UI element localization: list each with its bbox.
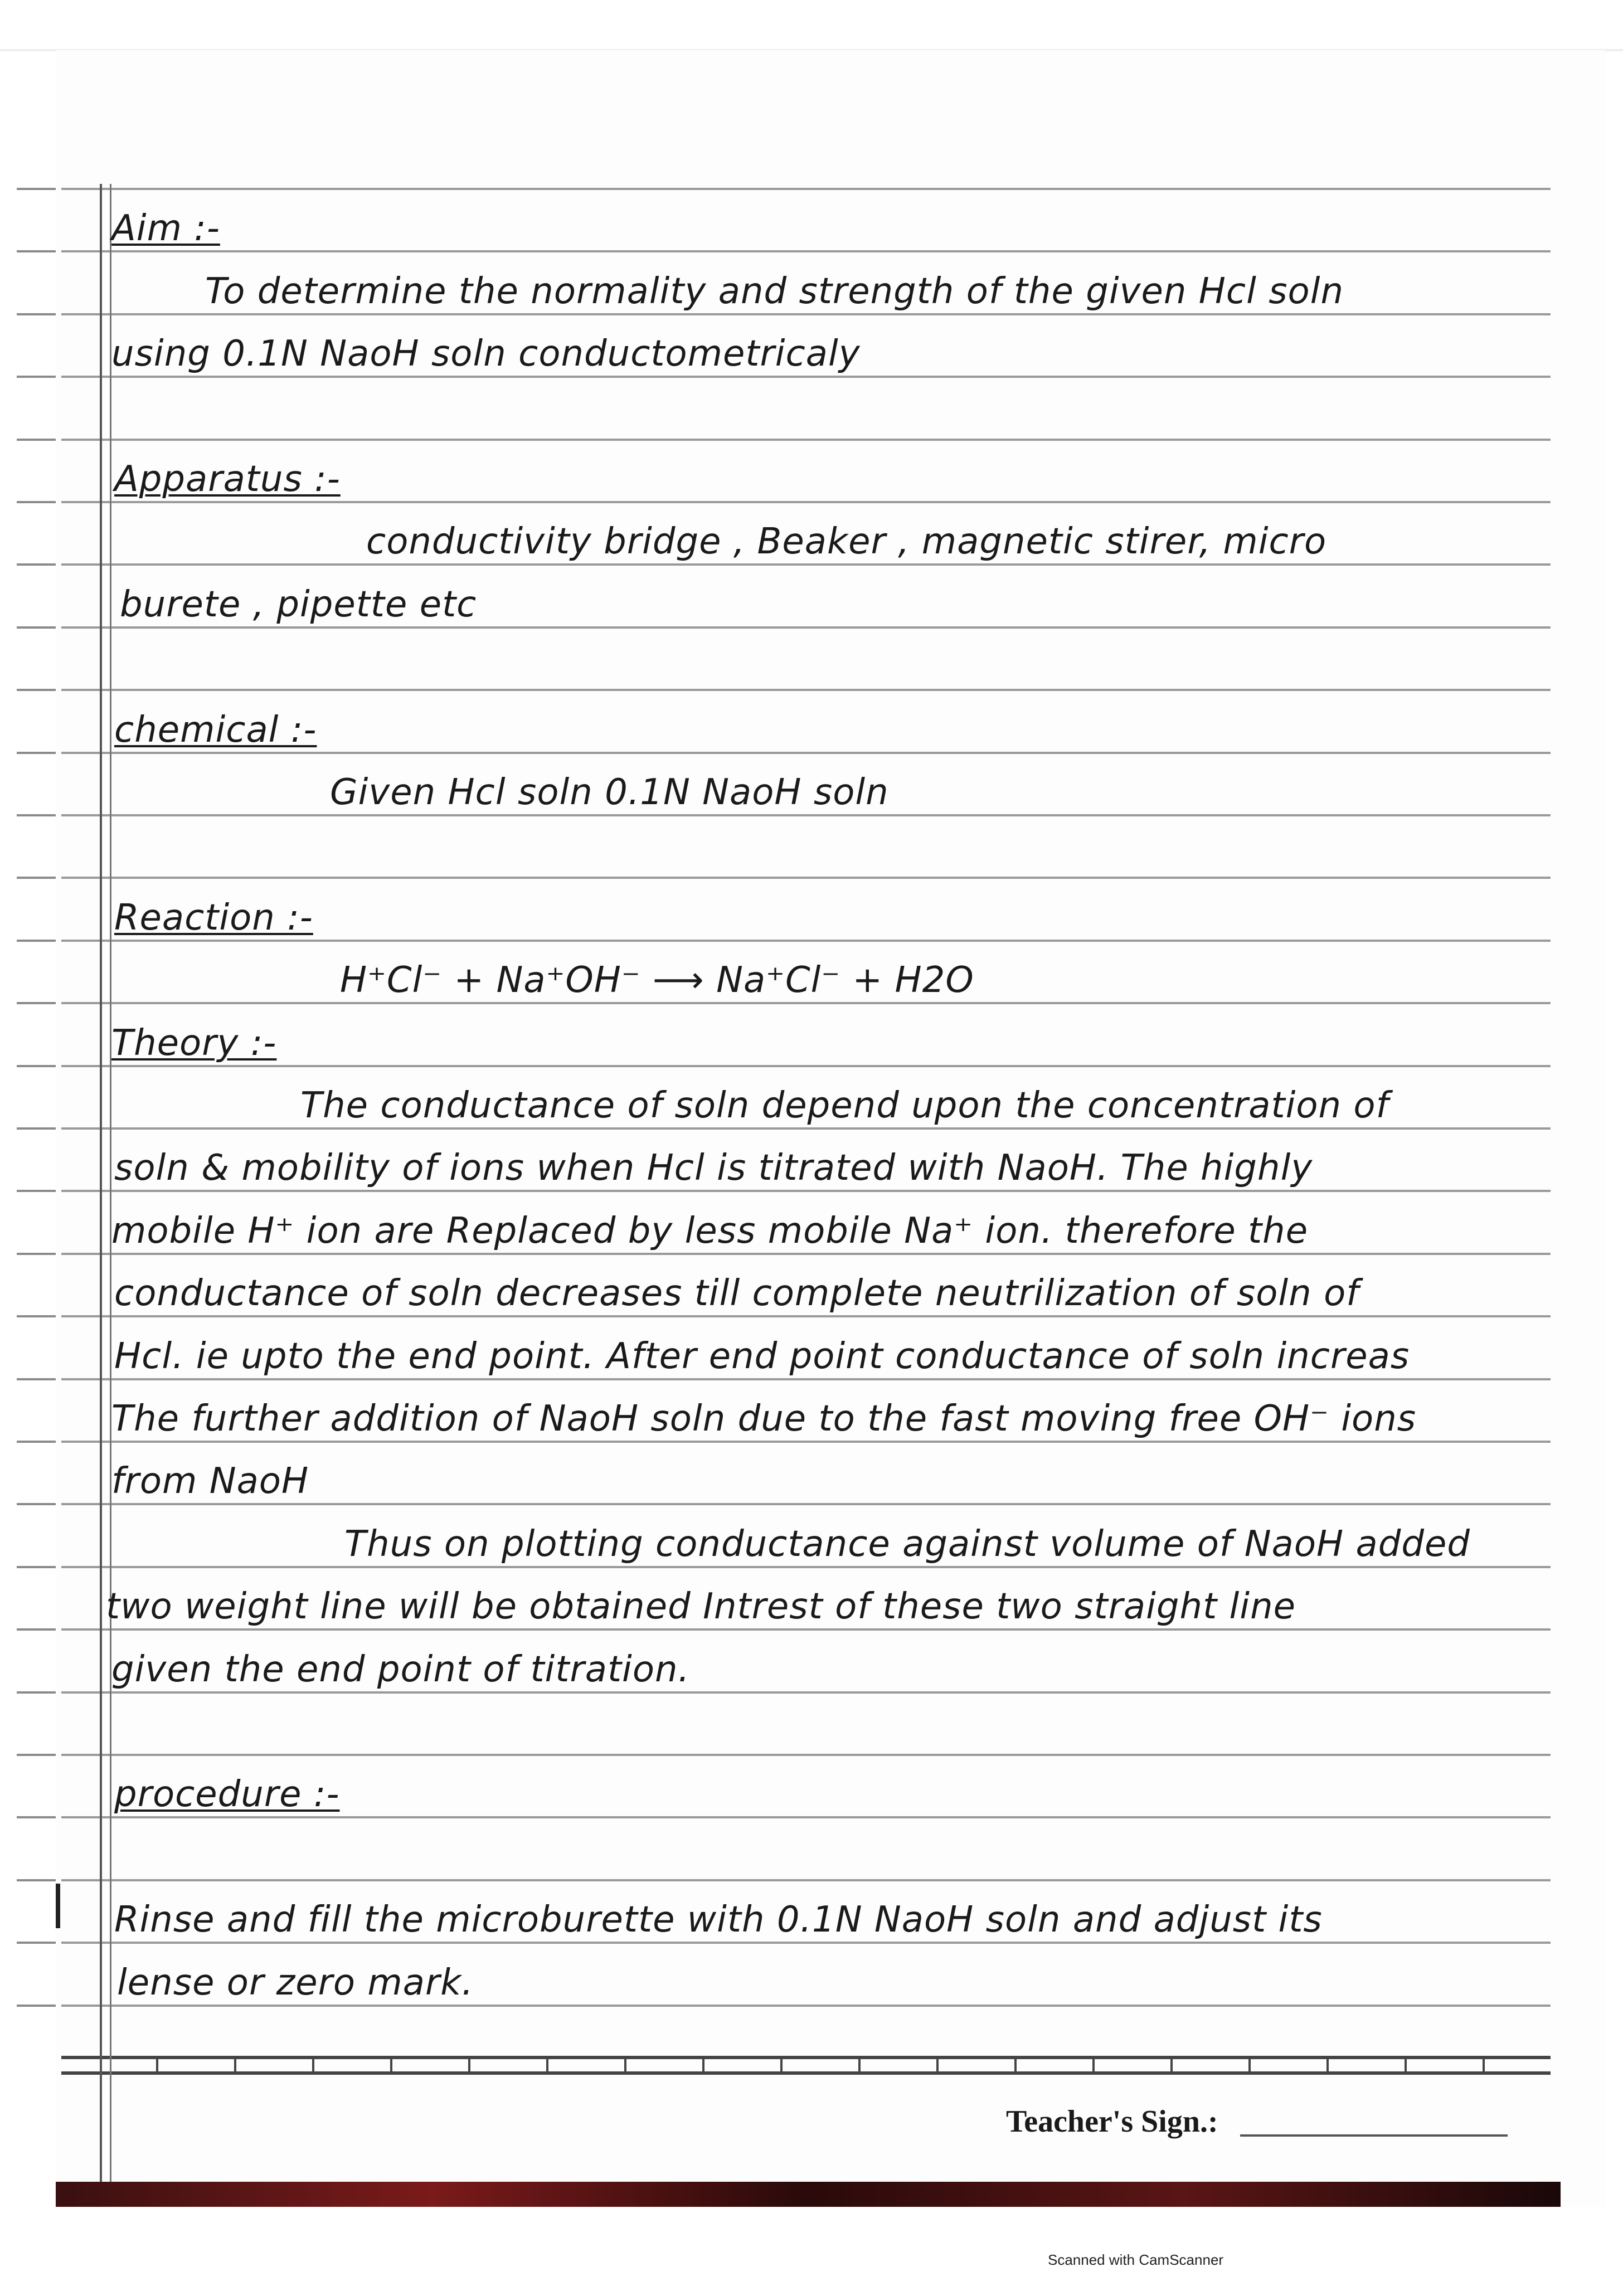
margin-line <box>110 184 111 2190</box>
rule-tick <box>1483 2056 1485 2075</box>
apparatus-text: burete , pipette etc <box>120 583 477 625</box>
ruled-line <box>61 1879 1551 1881</box>
rule-tick <box>780 2056 783 2075</box>
theory-text: Thus on plotting conductance against volume of NaoH added <box>344 1523 1470 1565</box>
theory-text: The conductance of soln depend upon the concentration of <box>300 1085 1389 1126</box>
rule-tick <box>936 2056 939 2075</box>
ruled-line <box>61 1754 1551 1756</box>
chemical-text: Given Hcl soln 0.1N NaoH soln <box>330 772 889 813</box>
theory-text: The further addition of NaoH soln due to the fast moving free OH⁻ ions <box>111 1398 1417 1439</box>
margin-tick <box>17 1503 56 1505</box>
margin-tick <box>17 1002 56 1004</box>
margin-tick <box>17 1253 56 1255</box>
rule-tick <box>1170 2056 1173 2075</box>
procedure-text: lense or zero mark. <box>117 1962 474 2003</box>
rule-tick <box>624 2056 626 2075</box>
margin-tick <box>17 626 56 629</box>
ruled-line <box>61 689 1551 691</box>
aim-text: To determine the normality and strength of the given Hcl soln <box>205 270 1344 312</box>
rule-tick <box>1092 2056 1095 2075</box>
margin-tick <box>17 501 56 503</box>
margin-tick <box>17 313 56 315</box>
margin-tick <box>17 752 56 754</box>
rule-tick <box>858 2056 861 2075</box>
signature-line <box>1240 2134 1508 2137</box>
margin-tick <box>17 1378 56 1380</box>
teacher-sign-label: Teacher's Sign.: <box>1006 2104 1218 2139</box>
theory-heading: Theory :- <box>111 1022 277 1064</box>
chemical-heading: chemical :- <box>114 709 317 751</box>
rule-tick <box>1014 2056 1017 2075</box>
margin-tick <box>17 1942 56 1944</box>
margin-tick <box>17 1065 56 1067</box>
theory-text: Hcl. ie upto the end point. After end point conductance of soln increas <box>114 1335 1410 1377</box>
margin-tick <box>17 1566 56 1568</box>
margin-tick <box>17 877 56 879</box>
margin-tick <box>17 1190 56 1192</box>
rule-tick <box>234 2056 236 2075</box>
rule-tick <box>468 2056 470 2075</box>
ruled-line <box>61 250 1551 252</box>
aim-heading: Aim :- <box>111 208 220 250</box>
reaction-heading: Reaction :- <box>114 897 313 938</box>
margin-tick <box>17 250 56 252</box>
margin-tick <box>17 1127 56 1130</box>
rule-tick <box>702 2056 704 2075</box>
margin-tick <box>17 439 56 441</box>
margin-tick <box>17 1315 56 1317</box>
page-bottom-edge <box>56 2182 1561 2207</box>
theory-text: soln & mobility of ions when Hcl is titrated with NaoH. The highly <box>114 1147 1313 1189</box>
theory-text: two weight line will be obtained Intrest of these two straight line <box>106 1586 1296 1628</box>
margin-line <box>100 184 102 2190</box>
aim-text: using 0.1N NaoH soln conductometricaly <box>111 333 861 375</box>
rule-tick <box>390 2056 392 2075</box>
theory-text: conductance of soln decreases till complete neutrilization of soln of <box>114 1273 1359 1315</box>
ruled-line <box>61 188 1551 190</box>
reaction-equation: H⁺Cl⁻ + Na⁺OH⁻ ⟶ Na⁺Cl⁻ + H2O <box>340 960 974 1001</box>
apparatus-text: conductivity bridge , Beaker , magnetic stirer, micro <box>366 521 1327 563</box>
margin-tick <box>17 1691 56 1694</box>
pen-mark <box>56 1884 60 1928</box>
ruled-line <box>61 439 1551 441</box>
rule-tick <box>1405 2056 1407 2075</box>
rule-tick <box>1248 2056 1251 2075</box>
rule-tick <box>1326 2056 1329 2075</box>
theory-text: mobile H⁺ ion are Replaced by less mobile Na⁺ ion. therefore the <box>111 1210 1309 1252</box>
ruled-line <box>61 1065 1551 1067</box>
theory-text: given the end point of titration. <box>111 1648 690 1690</box>
margin-tick <box>17 376 56 378</box>
margin-tick <box>17 563 56 566</box>
rule-tick <box>546 2056 548 2075</box>
margin-tick <box>17 814 56 816</box>
rule-tick <box>312 2056 314 2075</box>
margin-tick <box>17 188 56 190</box>
margin-tick <box>17 1441 56 1443</box>
theory-text: from NaoH <box>111 1461 309 1502</box>
margin-tick <box>17 1816 56 1818</box>
ruled-line <box>61 877 1551 879</box>
procedure-text: Rinse and fill the microburette with 0.1N NaoH soln and adjust its <box>114 1899 1323 1941</box>
scanner-watermark: Scanned with CamScanner <box>1048 2251 1224 2268</box>
margin-tick <box>17 1879 56 1881</box>
apparatus-heading: Apparatus :- <box>114 459 341 500</box>
procedure-heading: procedure :- <box>114 1774 340 1816</box>
margin-tick <box>17 1754 56 1756</box>
margin-tick <box>17 689 56 691</box>
margin-tick <box>17 2005 56 2007</box>
margin-tick <box>17 940 56 942</box>
margin-tick <box>17 1628 56 1631</box>
rule-tick <box>156 2056 158 2075</box>
